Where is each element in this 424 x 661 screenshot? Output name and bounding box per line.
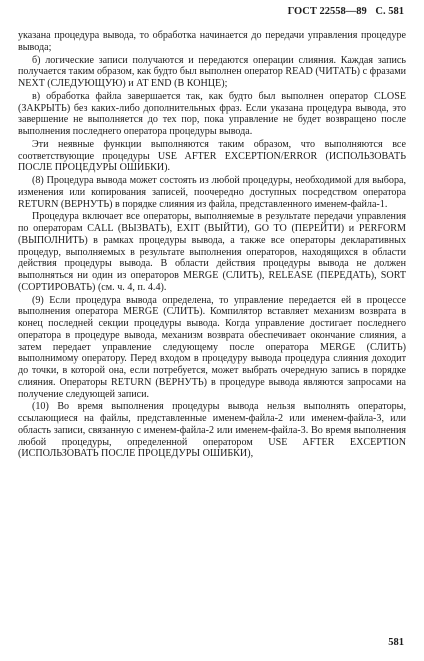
page-header: [288, 6, 404, 17]
standard-designation: ГОСТ 22558—89: [287, 6, 367, 17]
header-page-label: С. 581: [375, 6, 404, 17]
page-number: 581: [388, 637, 404, 648]
paragraph-implicit-functions: Эти неявные функции выполняются таким образом, что выполняются все соответствующие процедуры USE AFTER EXCEPTION/ERROR (ИСПОЛЬЗОВАТЬ ПОСЛЕ ПРОЦЕДУРЫ ОШИБКИ).: [18, 138, 406, 174]
page-body: [18, 30, 406, 461]
paragraph-rule-8: (8) Процедура вывода может состоять из любой процедуры, необходимой для выбора, изменения или копирования записей, поочередно доступных посредством оператора RETURN (ВЕРНУТЬ) в порядке слияния из файла, представленного именем-файла-1.: [18, 175, 406, 210]
paragraph-item-v: в) обработка файла завершается так, как будто был выполнен оператор CLOSE (ЗАКРЫТЬ) без каких-либо дополнительных фраз. Если указана процедура вывода, это завершение не выполняется до тех пор, пока управление не будет возвращено после выполнения последнего оператора процедуры вывода.: [18, 90, 406, 137]
paragraph-procedure-includes: Процедура включает все операторы, выполняемые в результате передачи управления по операторам CALL (ВЫЗВАТЬ), EXIT (ВЫЙТИ), GO TO (ПЕРЕЙТИ) и PERFORM (ВЫПОЛНИТЬ) в рамках процедуры вывода, а также все операторы декларативных процедур, выполняемых в результате выполнения операторов, находящихся в области действия процедуры вывода. В области действия процедуры вывода не должен выполняться ни один из операторов MERGE (СЛИТЬ), RELEASE (ПЕРЕДАТЬ), SORT (СОРТИРОВАТЬ) (см. ч. 4, п. 4.4).: [18, 211, 406, 293]
paragraph-continuation: указана процедура вывода, то обработка начинается до передачи управления процедуре вывода;: [18, 30, 406, 53]
paragraph-rule-9: (9) Если процедура вывода определена, то управление передается ей в процессе выполнения оператора MERGE (СЛИТЬ). Компилятор вставляет механизм возврата в конец последней секции процедуры вывода. Когда управление достигает последнего оператора в процедуре вывода, механизм возврата обеспечивает окончание слияния, а затем передает управление следующему после оператора MERGE (СЛИТЬ) выполнимому оператору. Перед входом в процедуру вывода процедура слияния доходит до точки, в которой она, если потребуется, может выбрать очередную запись в порядке слияния. Операторы RETURN (ВЕРНУТЬ) в процедуре вывода являются запросами на получение следующей записи.: [18, 294, 406, 400]
paragraph-rule-10: (10) Во время выполнения процедуры вывода нельзя выполнять операторы, ссылающиеся на файлы, представленные именем-файла-2 или именем-файла-3, или область записи, связанную с именем-файла-2 или именем-файла-3. Во время выполнения любой процедуры, определенной оператором USE AFTER EXCEPTION (ИСПОЛЬЗОВАТЬ ПОСЛЕ ПРОЦЕДУРЫ ОШИБКИ),: [18, 401, 406, 460]
paragraph-item-b: б) логические записи получаются и передаются операции слияния. Каждая запись получается таким образом, как будто был выполнен оператор READ (ЧИТАТЬ) с фразами NEXT (СЛЕДУЮЩУЮ) и AT END (В КОНЦЕ);: [18, 54, 406, 89]
